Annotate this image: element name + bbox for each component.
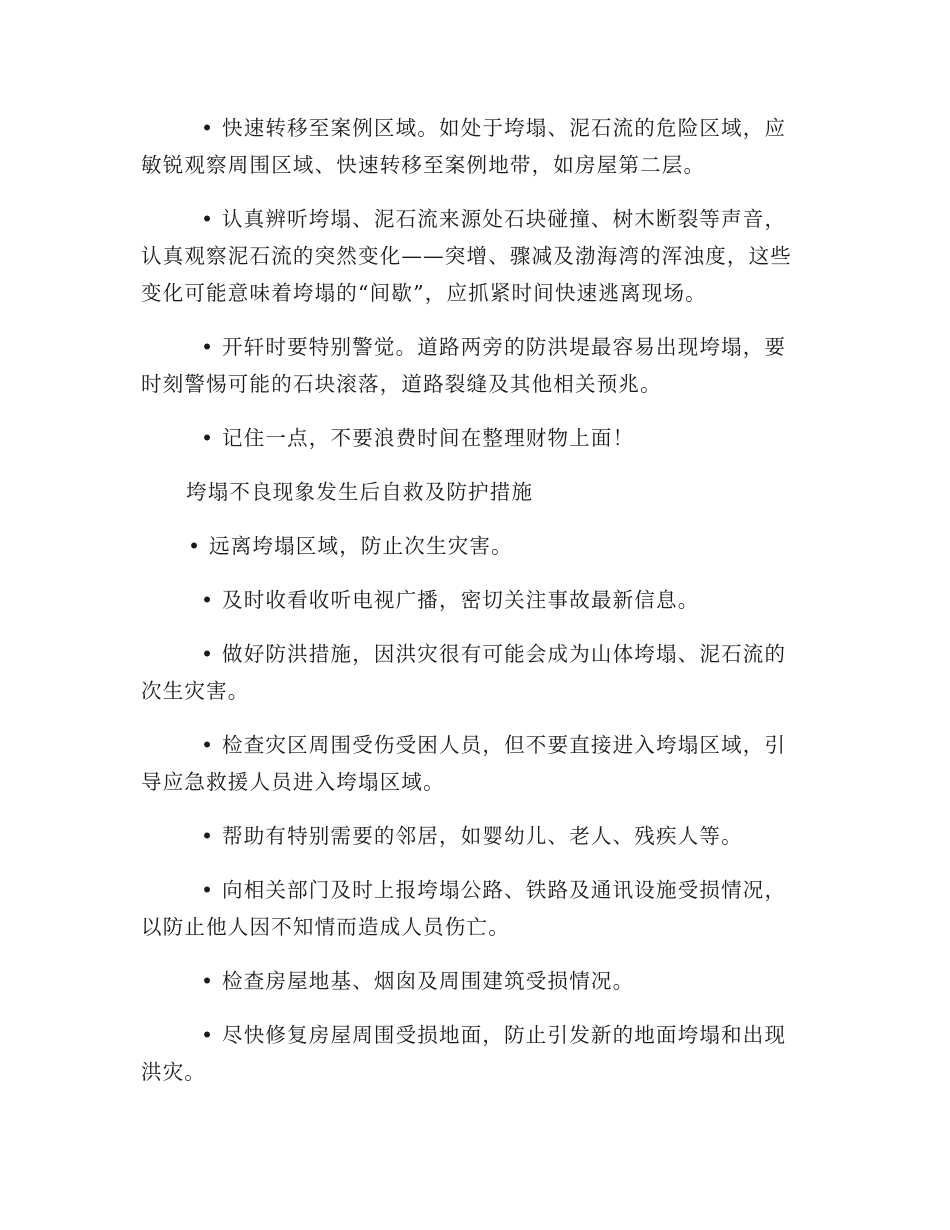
bullet-paragraph: • 快速转移至案例区域。如处于垮塌、泥石流的危险区域，应敏锐观察周围区域、快速转移至案例地带，如房屋第二层。: [141, 116, 787, 177]
section-heading: 垮塌不良现象发生后自救及防护措施: [186, 480, 534, 504]
document-body: [141, 110, 806, 1108]
bullet-paragraph: • 远离垮塌区域，防止次生灾害。: [188, 534, 513, 558]
bullet-paragraph: • 检查房屋地基、烟囱及周围建筑受损情况。: [201, 969, 635, 993]
bullet-paragraph: • 帮助有特别需要的邻居，如婴幼儿、老人、残疾人等。: [201, 824, 743, 848]
bullet-paragraph: • 开轩时要特别警觉。道路两旁的防洪堤最容易出现垮塌，要时刻警惕可能的石块滚落，道路裂缝及其他相关预兆。: [141, 335, 787, 396]
bullet-paragraph: • 检查灾区周围受伤受困人员，但不要直接进入垮塌区域，引导应急救援人员进入垮塌区域。: [141, 733, 787, 794]
bullet-paragraph: • 认真辨听垮塌、泥石流来源处石块碰撞、树木断裂等声音，认真观察泥石流的突然变化——突增、骤减及渤海湾的浑浊度，这些变化可能意味着垮塌的“间歇”，应抓紧时间快速逃离现场。: [141, 207, 792, 305]
bullet-paragraph: • 做好防洪措施，因洪灾很有可能会成为山体垮塌、泥石流的次生灾害。: [141, 642, 787, 703]
bullet-paragraph: • 记住一点，不要浪费时间在整理财物上面！: [201, 426, 635, 450]
bullet-paragraph: • 及时收看收听电视广播，密切关注事故最新信息。: [201, 588, 700, 612]
bullet-paragraph: • 尽快修复房屋周围受损地面，防止引发新的地面垮塌和出现洪灾。: [141, 1023, 787, 1084]
bullet-paragraph: • 向相关部门及时上报垮塌公路、铁路及通讯设施受损情况，以防止他人因不知情而造成人员伤亡。: [141, 878, 787, 939]
